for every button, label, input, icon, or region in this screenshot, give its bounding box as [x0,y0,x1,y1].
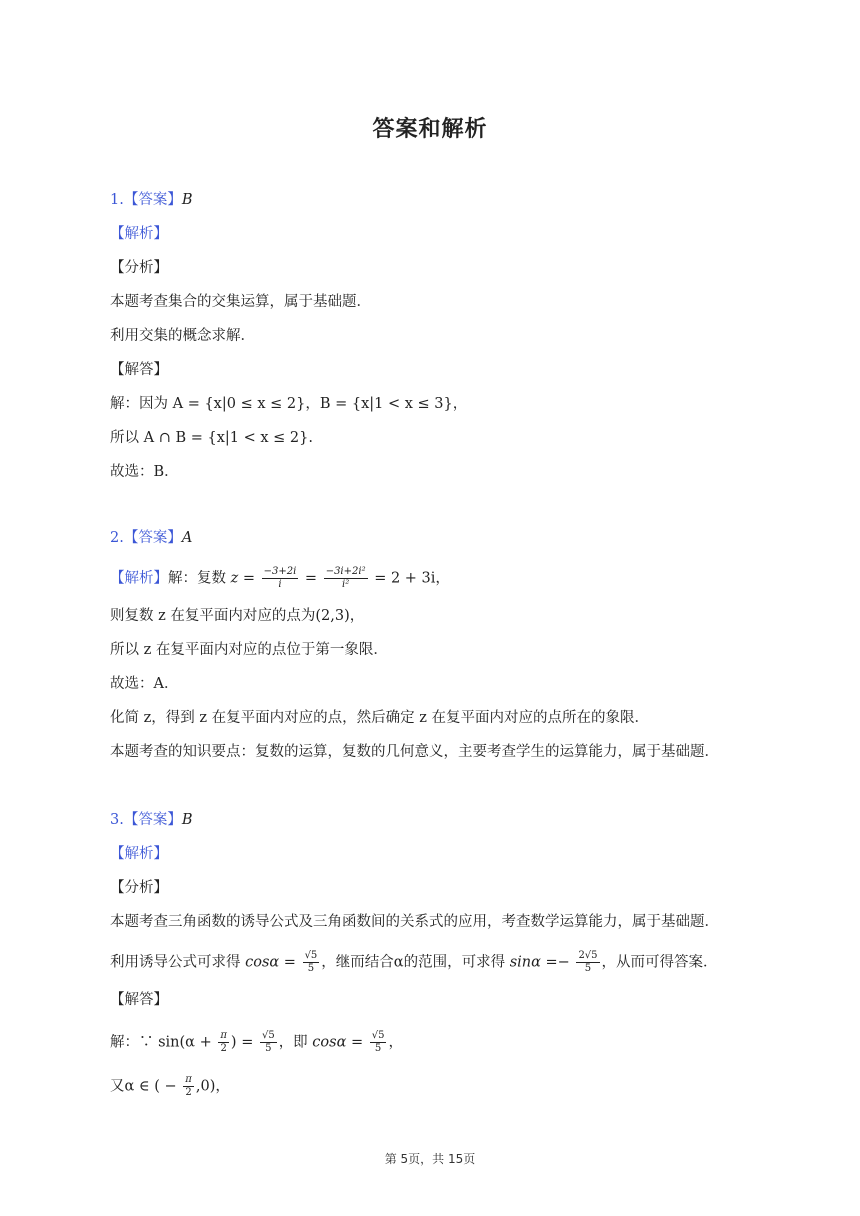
q2-number: 2. [110,530,124,546]
q2-text-1-pre: 解：复数 [168,570,231,587]
q1-text-4: 所以 A ∩ B = {x|1 < x ≤ 2}. [110,430,313,446]
q3-fraction-pi2-a: $\frac{\pi}{2}$ [220,1030,227,1054]
q2-text-5: 化简 z，得到 z 在复平面内对应的点，然后确定 z 在复平面内对应的点所在的象限． [110,710,649,726]
q2-equals: = [304,570,318,587]
q1-fenxi-tag: 【分析】 [110,260,168,276]
q3-fraction-sqrt5-b: $\frac{√5}{5}$ [261,1030,275,1054]
q3-text-4a: 又α ∈ ( − [110,1078,177,1095]
q3-jieda-tag: 【解答】 [110,992,168,1008]
q3-text-3 [110,1030,403,1055]
q1-text-1: 本题考查集合的交集运算，属于基础题． [110,294,371,310]
q2-text-4: 故选：A． [110,676,179,692]
q2-text-2: 则复数 z 在复平面内对应的点为(2,3)， [110,608,365,624]
q3-text-3c: ，即 [278,1034,313,1051]
q2-answer: A [181,530,193,546]
q3-text-2a: 利用诱导公式可求得 [110,954,246,971]
q3-fraction-2sqrt5: $\frac{2√5}{5}$ [578,950,598,974]
q2-fraction-1: $\frac{-3+2i}{i}$ [263,566,297,590]
q2-text-6: 本题考查的知识要点：复数的运算，复数的几何意义，主要考查学生的运算能力，属于基础题． [110,744,719,760]
q3-answer: B [181,812,193,828]
q3-fenxi-tag: 【分析】 [110,880,168,896]
q1-text-2: 利用交集的概念求解． [110,328,255,344]
q1-text-3: 解：因为 A = {x|0 ≤ x ≤ 2}，B = {x|1 < x ≤ 3}， [110,396,468,412]
q3-text-2b: ，继而结合α的范围，可求得 [321,954,510,971]
q1-jiexi-tag: 【解析】 [110,226,168,242]
q3-text-3b: ) = [230,1034,254,1051]
q1-answer-line [110,190,193,210]
q1-text-5: 故选：B． [110,464,179,480]
q2-text-3: 所以 z 在复平面内对应的点位于第一象限． [110,642,388,658]
q3-text-2 [110,950,718,975]
page-title: 答案和解析 [372,117,488,142]
q3-text-3d: ， [388,1034,403,1051]
q3-text-1: 本题考查三角函数的诱导公式及三角函数间的关系式的应用，考查数学运算能力，属于基础题． [110,914,719,930]
q3-text-3a: 解：∵ sin(α + [110,1034,212,1051]
q2-fraction-2: $\frac{\text{−3i+2i²}}{\text{i²}}$ [325,566,366,590]
q3-fraction-sqrt5-c: $\frac{√5}{5}$ [371,1030,385,1054]
q3-answer-tag: 【答案】 [123,812,182,828]
q3-fraction-pi2-b: $\frac{\pi}{2}$ [185,1074,192,1098]
page-footer: 第 5页，共 15页 [384,1152,476,1166]
q3-answer-line [110,810,193,830]
q2-answer-tag: 【答案】 [123,530,182,546]
q3-jiexi-tag: 【解析】 [110,846,168,862]
q2-jiexi-line [110,566,450,591]
q2-jiexi-tag: 【解析】 [110,570,168,587]
q3-number: 3. [110,812,124,828]
q1-answer: B [181,192,193,208]
q3-fraction-sqrt5-a: $\frac{√5}{5}$ [304,950,318,974]
q2-text-1-post: = 2 + 3i， [374,570,450,587]
q2-z: z = [230,570,256,587]
q3-text-2c: ，从而可得答案． [601,954,718,971]
q3-text-4 [110,1074,230,1099]
q3-cos-expr: cosα = [245,954,296,971]
q3-text-4b: ,0)， [195,1078,230,1095]
q3-sin-expr: sinα =− [509,954,570,971]
q1-number: 1. [110,192,124,208]
q1-jieda-tag: 【解答】 [110,362,168,378]
q1-answer-tag: 【答案】 [123,192,182,208]
q2-answer-line [110,528,192,548]
q3-cos-expr-2: cosα = [312,1034,364,1051]
